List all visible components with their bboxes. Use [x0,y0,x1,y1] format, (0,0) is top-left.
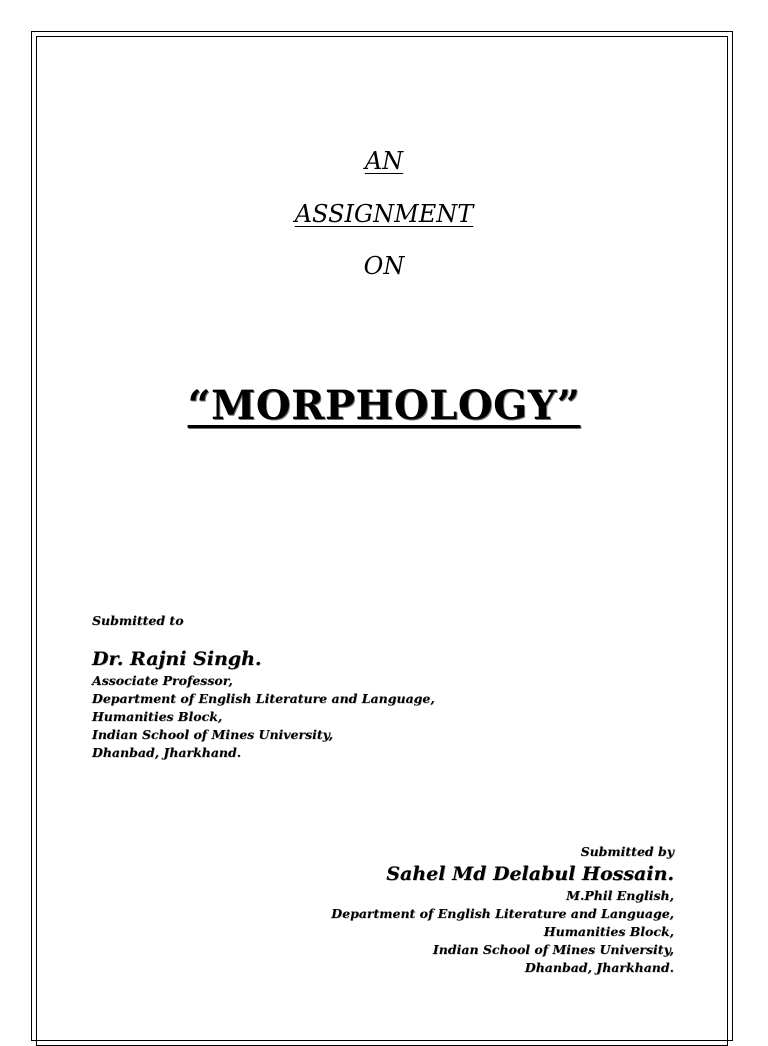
assignment-title [0,381,768,431]
submitted-to-label: Submitted to [92,613,184,628]
heading-on-text: ON [363,252,405,280]
author-name: Sahel Md Delabul Hossain. [386,863,674,885]
supervisor-detail-5: Dhanbad, Jharkhand. [92,745,242,760]
supervisor-name: Dr. Rajni Singh. [92,648,262,670]
supervisor-detail-2: Department of English Literature and Language, [92,691,435,706]
heading-line-an [0,147,768,175]
supervisor-detail-3: Humanities Block, [92,709,223,724]
author-detail-2: Department of English Literature and Language, [331,906,674,921]
author-detail-1: M.Phil English, [566,888,674,903]
heading-line-assignment [0,200,768,228]
heading-an-text: AN [364,147,404,175]
heading-line-on [0,252,768,280]
submitted-to-block [92,612,435,762]
heading-assignment-text: ASSIGNMENT [294,200,474,228]
author-detail-3: Humanities Block, [543,924,674,939]
supervisor-detail-1: Associate Professor, [92,673,233,688]
author-detail-5: Dhanbad, Jharkhand. [524,960,674,975]
author-detail-4: Indian School of Mines University, [432,942,674,957]
supervisor-detail-4: Indian School of Mines University, [92,727,334,742]
assignment-title-text: “MORPHOLOGY” [187,382,581,429]
submitted-by-label: Submitted by [580,844,674,859]
submitted-by-block [331,843,674,977]
